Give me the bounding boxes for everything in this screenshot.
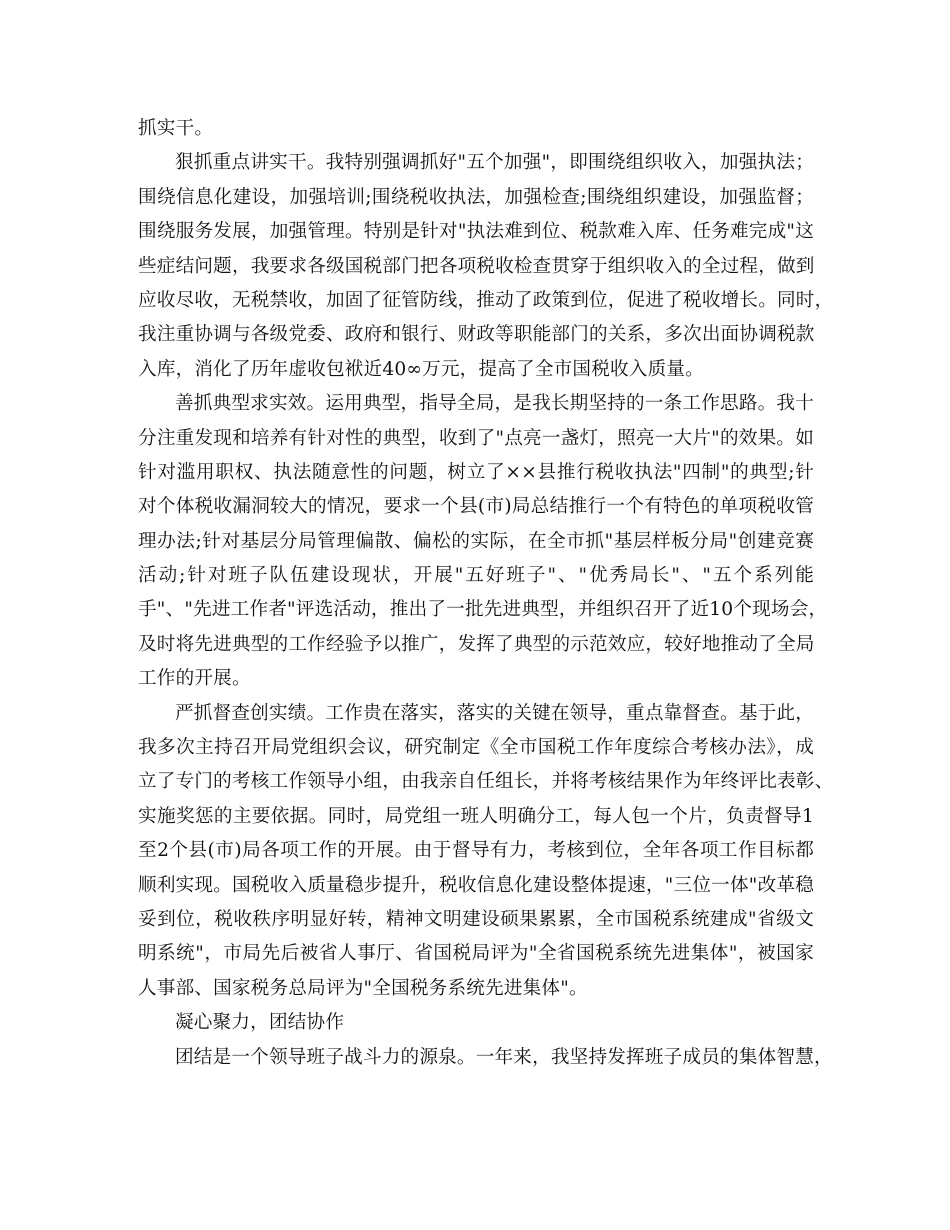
text-line: 些症结问题，我要求各级国税部门把各项税收检查贯穿于组织收入的全过程，做到	[138, 255, 815, 277]
text-line: 实施奖惩的主要依据。同时，局党组一班人明确分工，每人包一个片，负责督导1	[138, 805, 814, 827]
text-line: 手"、"先进工作者"评选活动，推出了一批先进典型，并组织召开了近10个现场会，	[138, 599, 828, 621]
text-line: 我注重协调与各级党委、政府和银行、财政等职能部门的关系，多次出面协调税款	[138, 324, 815, 346]
text-line: 活动;针对班子队伍建设现状，开展"五好班子"、"优秀局长"、"五个系列能	[138, 565, 814, 587]
text-line: 针对滥用职权、执法随意性的问题，树立了××县推行税收执法"四制"的典型;针	[138, 461, 814, 483]
text-line: 善抓典型求实效。运用典型，指导全局，是我长期坚持的一条工作思路。我十	[175, 393, 814, 415]
text-line: 分注重发现和培养有针对性的典型，收到了"点亮一盏灯，照亮一大片"的效果。如	[138, 427, 814, 449]
document-body	[138, 112, 834, 1075]
text-line: 入库，消化了历年虚收包袱近40∞万元，提高了全市国税收入质量。	[138, 358, 704, 380]
text-line: 工作的开展。	[138, 668, 251, 690]
text-line: 抓实干。	[138, 118, 214, 139]
text-line: 人事部、国家税务总局评为"全国税务系统先进集体"。	[138, 977, 588, 999]
text-line: 应收尽收，无税禁收，加固了征管防线，推动了政策到位，促进了税收增长。同时，	[138, 289, 834, 311]
text-line: 至2个县(市)局各项工作的开展。由于督导有力，考核到位，全年各项工作目标都	[138, 840, 814, 862]
text-line: 围绕服务发展，加强管理。特别是针对"执法难到位、税款难入库、任务难完成"这	[138, 221, 814, 243]
text-line: 理办法;针对基层分局管理偏散、偏松的实际，在全市抓"基层样板分局"创建竞赛	[138, 530, 814, 552]
text-line: 严抓督查创实绩。工作贵在落实，落实的关键在领导，重点靠督查。基于此，	[175, 702, 814, 724]
text-line: 凝心聚力，团结协作	[175, 1012, 345, 1034]
text-line: 妥到位，税收秩序明显好转，精神文明建设硕果累累，全市国税系统建成"省级文	[138, 908, 814, 930]
text-line: 及时将先进典型的工作经验予以推广，发挥了典型的示范效应，较好地推动了全局	[138, 633, 815, 655]
text-line: 对个体税收漏洞较大的情况，要求一个县(市)局总结推行一个有特色的单项税收管	[138, 496, 814, 518]
text-line: 我多次主持召开局党组织会议，研究制定《全市国税工作年度综合考核办法》，成	[138, 737, 814, 759]
text-line: 围绕信息化建设，加强培训;围绕税收执法，加强检查;围绕组织建设，加强监督；	[138, 186, 814, 208]
text-line: 狠抓重点讲实干。我特别强调抓好"五个加强"，即围绕组织收入，加强执法；	[175, 152, 814, 174]
text-line: 立了专门的考核工作领导小组，由我亲自任组长，并将考核结果作为年终评比表彰、	[138, 771, 834, 793]
text-line: 团结是一个领导班子战斗力的源泉。一年来，我坚持发挥班子成员的集体智慧，	[175, 1046, 833, 1068]
text-line: 明系统"，市局先后被省人事厅、省国税局评为"全省国税系统先进集体"，被国家	[138, 943, 814, 965]
text-line: 顺利实现。国税收入质量稳步提升，税收信息化建设整体提速，"三位一体"改革稳	[138, 874, 814, 896]
